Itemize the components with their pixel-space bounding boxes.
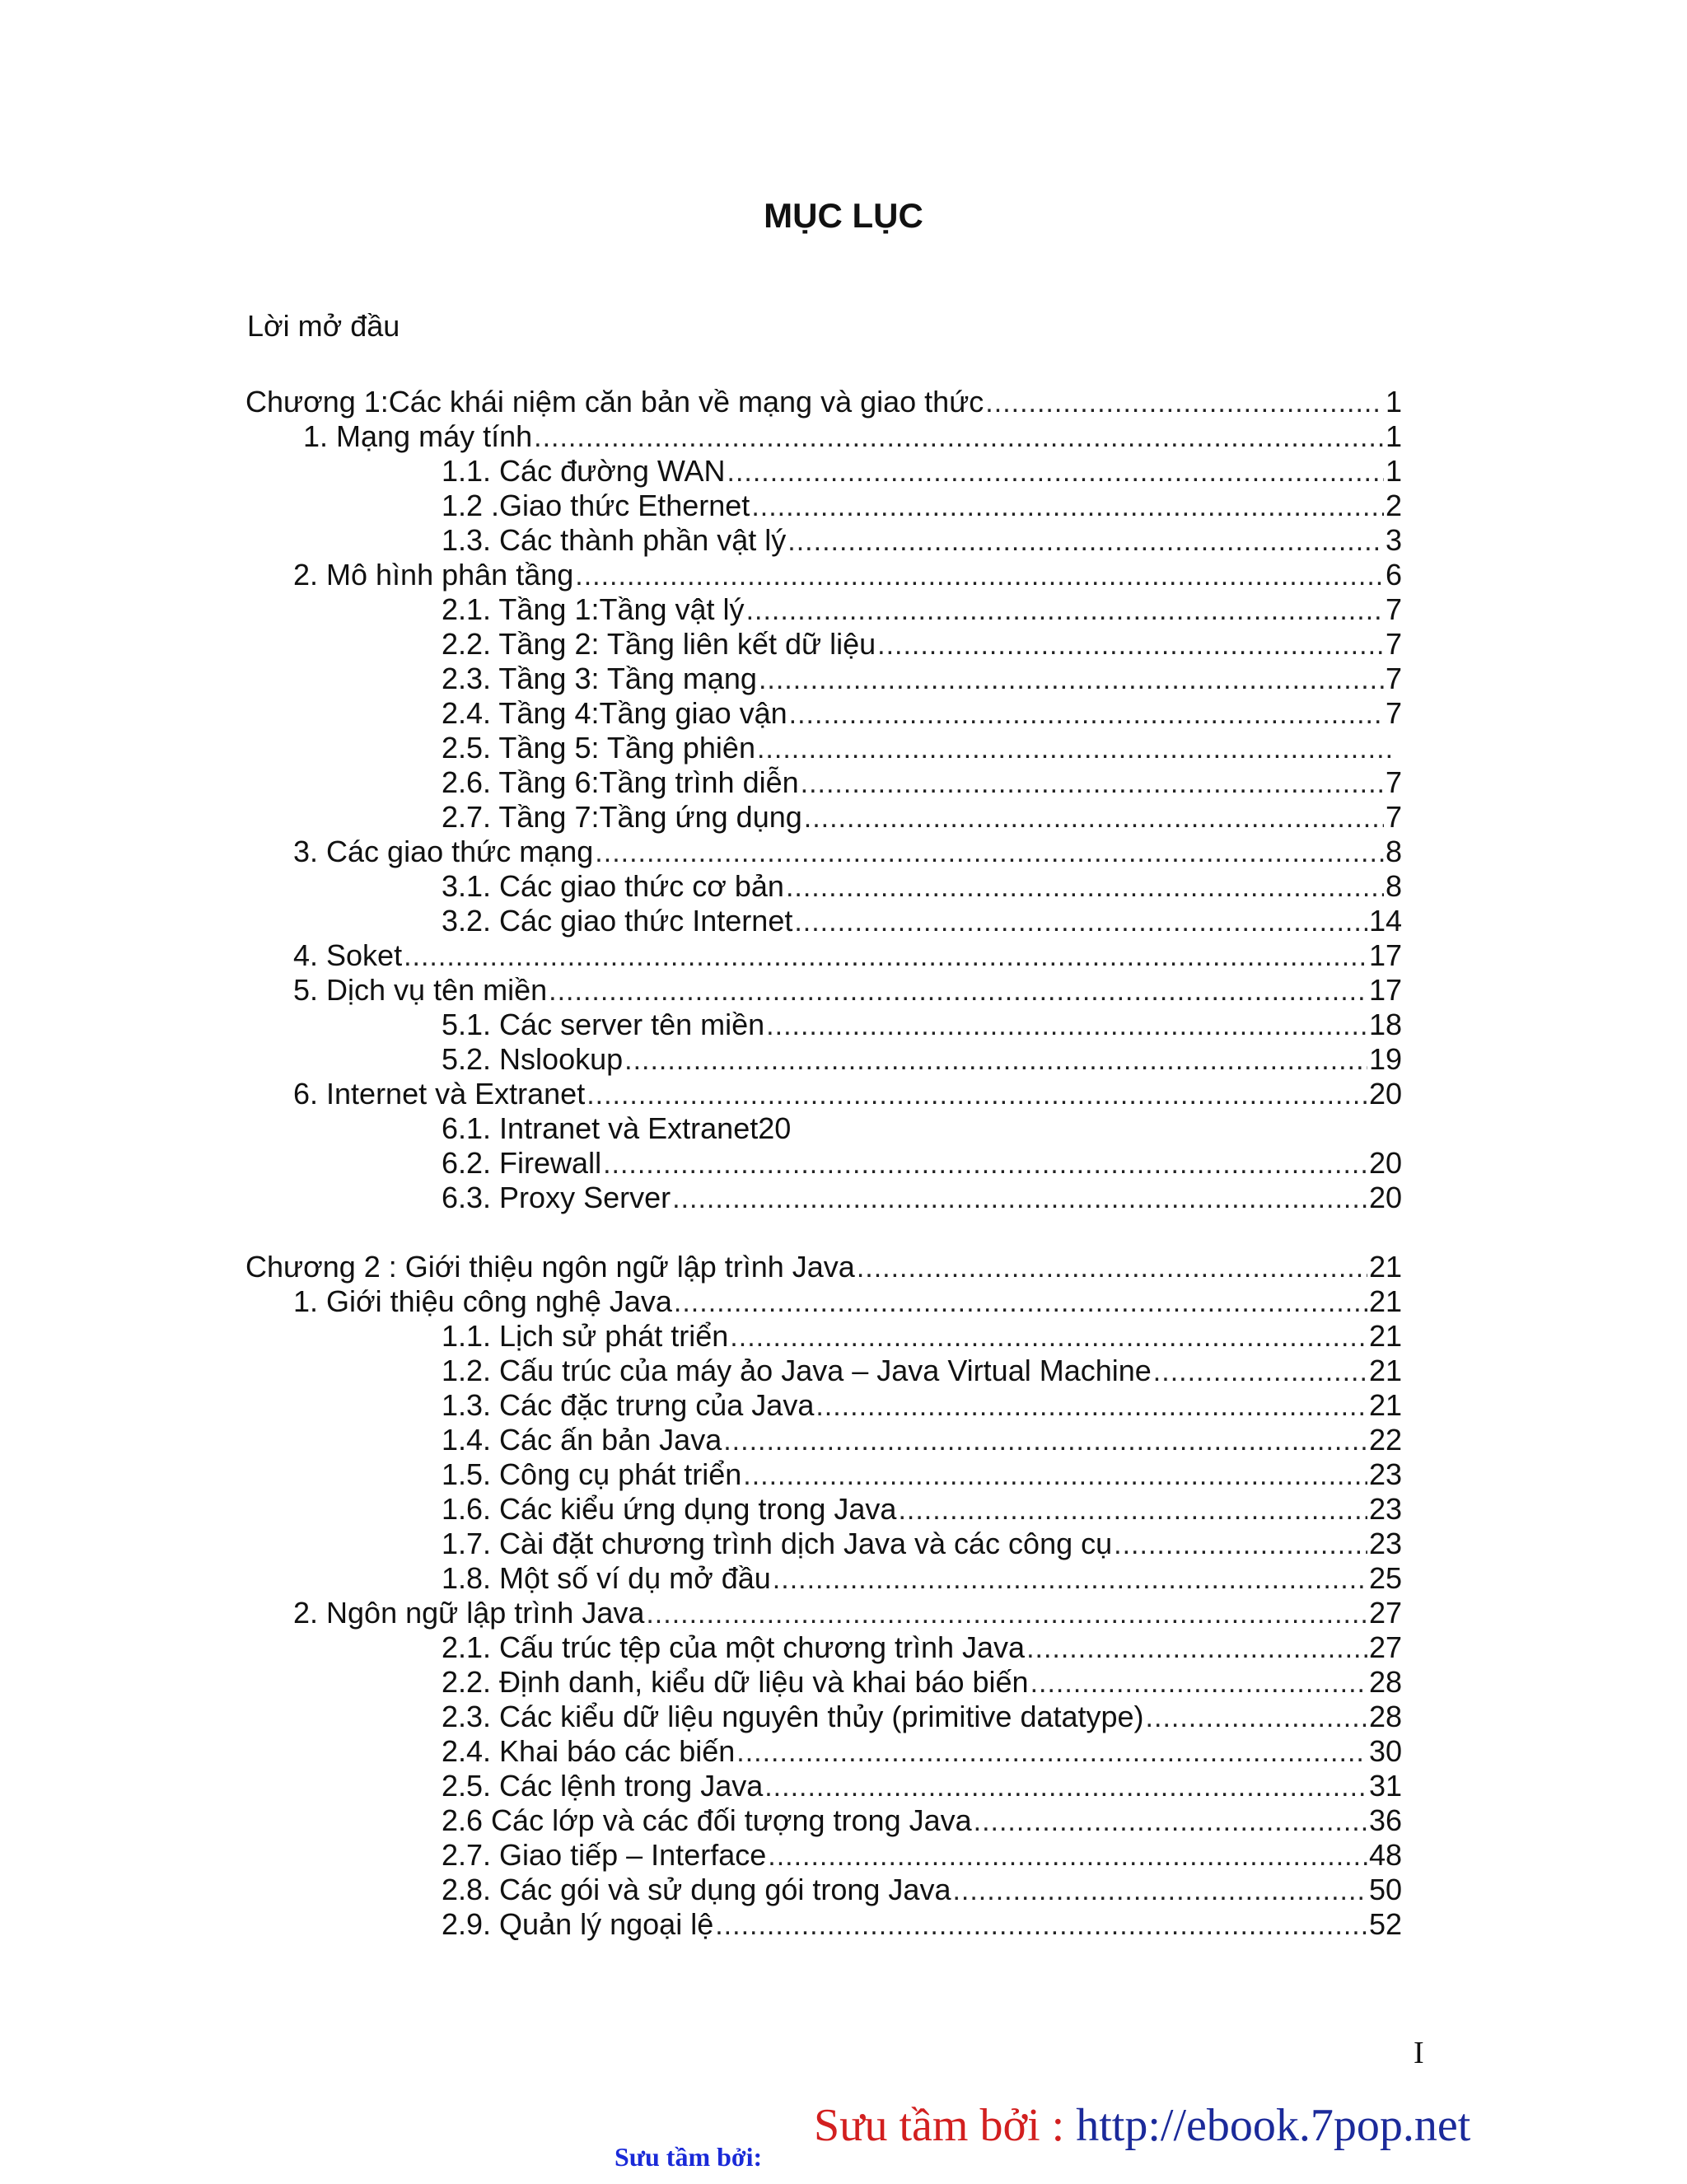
toc-entry[interactable] [442, 1041, 1402, 1078]
toc-leader-dots [1026, 1630, 1367, 1667]
toc-leader-dots [1153, 1354, 1367, 1390]
toc-entry-page: 18 [1368, 1008, 1402, 1041]
toc-leader-dots [586, 1077, 1367, 1113]
watermark-prefix: Sưu tầm bởi : [814, 2100, 1077, 2151]
toc-entry-page: 27 [1368, 1596, 1402, 1630]
toc-entry-label: 2.3. Tầng 3: Tầng mạng [442, 662, 757, 695]
toc-entry[interactable] [293, 938, 1402, 974]
toc-leader-dots [746, 592, 1384, 629]
toc-entry-label: 5. Dịch vụ tên miền [293, 973, 548, 1007]
toc-entry[interactable] [442, 1145, 1402, 1181]
toc-entry[interactable] [442, 1353, 1402, 1389]
toc-entry-label: 3. Các giao thức mạng [293, 835, 594, 868]
toc-entry-label: 6.1. Intranet và Extranet20 [442, 1111, 792, 1145]
toc-leader-dots [575, 558, 1384, 594]
toc-leader-dots [757, 731, 1392, 767]
toc-entry-label: 2.3. Các kiểu dữ liệu nguyên thủy (primitive datatype) [442, 1700, 1144, 1733]
toc-entry[interactable] [442, 1007, 1402, 1043]
toc-entry-label: 1.5. Công cụ phát triển [442, 1457, 742, 1491]
toc-entry[interactable] [442, 1699, 1402, 1735]
toc-entry-page: 2 [1385, 489, 1402, 522]
toc-entry-page: 21 [1368, 1319, 1402, 1353]
toc-entry[interactable] [442, 868, 1402, 905]
toc-entry-page: 36 [1368, 1803, 1402, 1837]
page-number: I [1414, 2036, 1424, 2070]
toc-entry-page: 23 [1368, 1527, 1402, 1560]
toc-entry[interactable] [442, 1387, 1402, 1424]
toc-entry[interactable] [442, 1803, 1402, 1839]
toc-entry-label: 2.2. Tầng 2: Tầng liên kết dữ liệu [442, 627, 876, 661]
toc-entry[interactable] [442, 765, 1402, 801]
toc-entry-page: 7 [1385, 765, 1402, 799]
toc-entry[interactable] [442, 903, 1402, 939]
toc-entry-page: 28 [1368, 1700, 1402, 1733]
toc-entry-label: 5.1. Các server tên miền [442, 1008, 765, 1041]
toc-entry-label: 4. Soket [293, 938, 403, 972]
toc-entry-page: 1 [1385, 385, 1402, 419]
toc-entry[interactable] [442, 1906, 1402, 1943]
toc-entry-page: 50 [1368, 1873, 1402, 1906]
toc-leader-dots [764, 1769, 1367, 1805]
toc-leader-dots [759, 662, 1384, 698]
toc-entry-page: 20 [1368, 1146, 1402, 1180]
toc-entry[interactable] [293, 972, 1402, 1008]
toc-leader-dots [1030, 1665, 1367, 1701]
toc-leader-dots [768, 1838, 1367, 1874]
toc-entry-page: 7 [1385, 627, 1402, 661]
watermark [814, 2099, 1470, 2152]
toc-entry-page: 31 [1368, 1769, 1402, 1803]
toc-leader-dots [715, 1907, 1367, 1943]
toc-entry-page: 17 [1368, 973, 1402, 1007]
toc-leader-dots [730, 1319, 1367, 1355]
toc-leader-dots [672, 1181, 1367, 1217]
toc-entry[interactable] [442, 453, 1402, 489]
toc-leader-dots [727, 454, 1384, 490]
toc-entry[interactable] [293, 557, 1402, 593]
toc-entry-page: 7 [1385, 696, 1402, 730]
toc-leader-dots [646, 1596, 1367, 1632]
toc-entry-page: 6 [1385, 558, 1402, 592]
toc-leader-dots [789, 696, 1384, 732]
toc-entry-page: 17 [1368, 938, 1402, 972]
toc-entry-label: 1.3. Các thành phần vật lý [442, 523, 787, 557]
toc-entry-page: 48 [1368, 1838, 1402, 1872]
toc-entry-label: 2.5. Các lệnh trong Java [442, 1769, 764, 1803]
toc-leader-dots [595, 835, 1384, 871]
toc-entry[interactable] [442, 1111, 1402, 1147]
toc-entry-label: 2.6 Các lớp và các đối tượng trong Java [442, 1803, 972, 1837]
toc-entry[interactable] [442, 1318, 1402, 1354]
toc-entry[interactable] [303, 419, 1402, 455]
credit-label: Sưu tầm bởi: [615, 2142, 763, 2172]
toc-entry[interactable] [442, 488, 1402, 524]
toc-entry[interactable] [442, 1491, 1402, 1527]
toc-entry-page: 21 [1368, 1250, 1402, 1284]
toc-leader-dots [1146, 1700, 1367, 1736]
toc-entry-label: 2.7. Tầng 7:Tầng ứng dụng [442, 800, 802, 834]
toc-entry-page: 28 [1368, 1665, 1402, 1699]
toc-leader-dots [624, 1042, 1367, 1078]
toc-entry-label: Chương 1:Các khái niệm căn bản về mạng và giao thức [245, 385, 984, 419]
toc-leader-dots [974, 1803, 1367, 1840]
toc-entry[interactable] [442, 1180, 1402, 1216]
toc-entry-label: 1.1. Các đường WAN [442, 454, 726, 488]
toc-entry[interactable] [442, 626, 1402, 662]
toc-entry-page: 52 [1368, 1907, 1402, 1941]
toc-entry-label: 6.2. Firewall [442, 1146, 602, 1180]
toc-entry[interactable] [442, 592, 1402, 628]
toc-entry[interactable] [442, 1526, 1402, 1562]
toc-leader-dots [743, 1457, 1367, 1494]
toc-entry[interactable] [442, 1872, 1402, 1908]
intro-heading: Lời mở đầu [247, 309, 400, 343]
toc-entry-page: 7 [1385, 592, 1402, 626]
toc-entry[interactable] [442, 799, 1402, 835]
toc-entry-label: 1.4. Các ấn bản Java [442, 1423, 722, 1457]
toc-leader-dots [952, 1873, 1367, 1909]
toc-entry[interactable] [442, 1837, 1402, 1873]
toc-leader-dots [723, 1423, 1367, 1459]
toc-leader-dots [534, 419, 1384, 456]
toc-leader-dots [787, 523, 1384, 559]
toc-entry-label: 1.7. Cài đặt chương trình dịch Java và các công cụ [442, 1527, 1113, 1560]
toc-entry[interactable] [293, 834, 1402, 870]
toc-leader-dots [736, 1734, 1367, 1770]
toc-entry[interactable] [442, 730, 1402, 766]
toc-entry-label: 2.4. Tầng 4:Tầng giao vận [442, 696, 787, 730]
toc-entry-page: 21 [1368, 1388, 1402, 1422]
toc-entry-label: 2.2. Định danh, kiểu dữ liệu và khai báo biến [442, 1665, 1029, 1699]
toc-entry-label: 5.2. Nslookup [442, 1042, 624, 1076]
toc-entry-page: 23 [1368, 1492, 1402, 1526]
toc-entry-label: 6.3. Proxy Server [442, 1181, 671, 1214]
toc-entry-page: 22 [1368, 1423, 1402, 1457]
toc-entry-label: 3.2. Các giao thức Internet [442, 904, 793, 938]
toc-entry-page: 21 [1368, 1284, 1402, 1318]
toc-entry-label: 2.5. Tầng 5: Tầng phiên [442, 731, 755, 765]
toc-entry[interactable] [442, 661, 1402, 697]
toc-entry-label: 1. Giới thiệu công nghệ Java [293, 1284, 672, 1318]
toc-leader-dots [1114, 1527, 1367, 1563]
toc-entry[interactable] [245, 384, 1402, 420]
toc-entry-label: 1.2. Cấu trúc của máy ảo Java – Java Virtual Machine [442, 1354, 1152, 1387]
toc-entry-label: 2. Mô hình phân tầng [293, 558, 574, 592]
toc-entry-page: 7 [1385, 662, 1402, 695]
toc-entry-label: 2.6. Tầng 6:Tầng trình diễn [442, 765, 799, 799]
toc-entry-page: 8 [1385, 869, 1402, 903]
toc-leader-dots [801, 765, 1384, 802]
page-title: MỤC LỤC [764, 196, 923, 235]
toc-entry-page: 25 [1368, 1561, 1402, 1595]
toc-entry-label: 2.7. Giao tiếp – Interface [442, 1838, 767, 1872]
toc-entry[interactable] [442, 1733, 1402, 1770]
toc-leader-dots [751, 489, 1384, 525]
toc-leader-dots [674, 1284, 1367, 1321]
toc-entry[interactable] [442, 695, 1402, 732]
toc-entry[interactable] [245, 1249, 1402, 1285]
toc-leader-dots [794, 904, 1367, 940]
toc-leader-dots [985, 385, 1384, 421]
toc-entry-page: 30 [1368, 1734, 1402, 1768]
toc-entry-label: 1.1. Lịch sử phát triển [442, 1319, 729, 1353]
toc-entry[interactable] [293, 1595, 1402, 1631]
toc-entry-label: 2.1. Cấu trúc tệp của một chương trình Java [442, 1630, 1026, 1664]
toc-entry[interactable] [442, 1630, 1402, 1666]
toc-entry-page: 14 [1368, 904, 1402, 938]
toc-leader-dots [404, 938, 1367, 975]
toc-entry-label: 6. Internet và Extranet [293, 1077, 586, 1111]
toc-entry-page: 7 [1385, 800, 1402, 834]
toc-entry-page: 3 [1385, 523, 1402, 557]
toc-entry[interactable] [442, 1768, 1402, 1804]
toc-entry-label: 1.3. Các đặc trưng của Java [442, 1388, 815, 1422]
toc-entry[interactable] [442, 1422, 1402, 1458]
toc-entry-label: 1.6. Các kiểu ứng dụng trong Java [442, 1492, 897, 1526]
toc-entry-page: 27 [1368, 1630, 1402, 1664]
toc-leader-dots [877, 627, 1384, 663]
toc-leader-dots [549, 973, 1367, 1009]
toc-entry-page: 21 [1368, 1354, 1402, 1387]
toc-entry-label: 2.4. Khai báo các biến [442, 1734, 736, 1768]
toc-leader-dots [603, 1146, 1367, 1182]
toc-entry-page: 1 [1385, 454, 1402, 488]
toc-entry-label: Chương 2 : Giới thiệu ngôn ngữ lập trình Java [245, 1250, 855, 1284]
toc-leader-dots [804, 800, 1384, 836]
watermark-url: http://ebook.7pop.net [1076, 2100, 1471, 2151]
toc-entry-label: 1. Mạng máy tính [303, 419, 533, 453]
toc-leader-dots [766, 1008, 1367, 1044]
toc-leader-dots [786, 869, 1384, 905]
toc-entry-page: 8 [1385, 835, 1402, 868]
toc-entry-label: 2.1. Tầng 1:Tầng vật lý [442, 592, 745, 626]
toc-entry-page: 20 [1368, 1181, 1402, 1214]
toc-entry-page: 23 [1368, 1457, 1402, 1491]
toc-leader-dots [857, 1250, 1367, 1286]
toc-entry[interactable] [442, 1457, 1402, 1493]
toc-leader-dots [773, 1561, 1367, 1597]
toc-leader-dots [815, 1388, 1367, 1424]
toc-entry-page: 20 [1368, 1077, 1402, 1111]
toc-entry[interactable] [293, 1284, 1402, 1320]
toc-entry-label: 1.2 .Giao thức Ethernet [442, 489, 750, 522]
toc-entry[interactable] [442, 522, 1402, 559]
toc-entry-page: 1 [1385, 419, 1402, 453]
toc-entry-page: 19 [1368, 1042, 1402, 1076]
toc-entry[interactable] [442, 1664, 1402, 1700]
toc-entry-label: 2. Ngôn ngữ lập trình Java [293, 1596, 645, 1630]
toc-leader-dots [898, 1492, 1367, 1528]
toc-entry-label: 1.8. Một số ví dụ mở đầu [442, 1561, 771, 1595]
toc-entry-label: 2.8. Các gói và sử dụng gói trong Java [442, 1873, 951, 1906]
toc-entry-label: 3.1. Các giao thức cơ bản [442, 869, 784, 903]
toc-entry[interactable] [293, 1076, 1402, 1112]
toc-entry-label: 2.9. Quản lý ngoại lệ [442, 1907, 714, 1941]
toc-entry[interactable] [442, 1560, 1402, 1597]
